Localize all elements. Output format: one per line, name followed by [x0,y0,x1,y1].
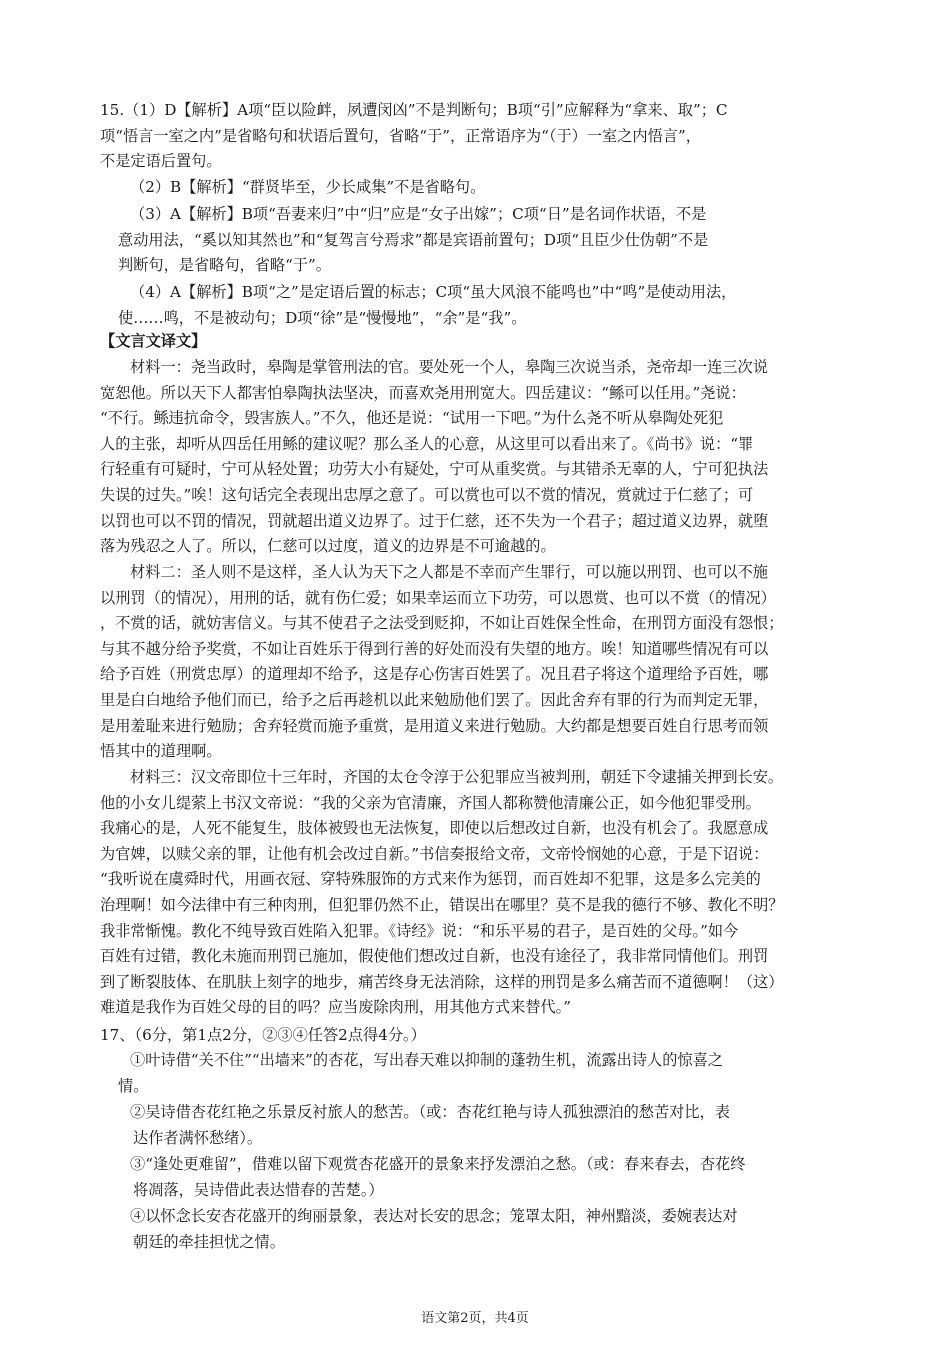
text-line: 我痛心的是，人死不能复生，肢体被毁也无法恢复，即使以后想改过自新，也没有机会了。我愿意成 [100,819,769,838]
page-footer: 语文第2页，共4页 [421,1311,529,1326]
q17-answer-3 [100,1152,870,1203]
text-line: 意动用法，“奚以知其然也”和“复驾言兮焉求”都是宾语前置句；D项“且臣少仕伪朝”不是 [118,230,709,249]
text-line: 判断句，是省略句，省略“于”。 [118,256,331,275]
text-line: 与其不越分给予奖赏，不如让百姓乐于得到行善的好处而没有失望的地方。唉！知道哪些情况有可以 [100,639,769,658]
text-line: 是用羞耻来进行勉励；舍弃轻赏而施予重赏，是用道义来进行勉励。大约都是想要百姓自行思考而领 [100,716,769,735]
text-line: 材料一：尧当政时，皋陶是掌管刑法的官。要处死一个人，皋陶三次说当杀，尧帝却一连三次说 [130,358,768,376]
q17-heading-block [100,1023,870,1049]
q17-answer-1 [100,1048,870,1099]
q15-part4 [100,280,870,331]
q17-answer-4 [100,1204,870,1255]
text-line: 材料三：汉文帝即位十三年时，齐国的太仓令淳于公犯罪应当被判刑，朝廷下令逮捕关押到长安。 [130,768,784,786]
text-line: 情。 [118,1076,149,1095]
section-heading: 【文言文译文】 [100,332,207,350]
text-line: “不行。鲧违抗命令，毁害族人。”不久，他还是说：“试用一下吧。”为什么尧不听从皋陶处死犯 [100,409,724,428]
material-three [100,765,870,1021]
text-line: 宽恕他。所以天下人都害怕皋陶执法坚决，而喜欢尧用刑宽大。四岳建议：“鲧可以任用。”尧说： [100,383,746,402]
q15-part1 [100,98,870,175]
text-line: 以刑罚（的情况），用刑的话，就有伤仁爱；如果幸运而立下功劳，可以恩赏、也可以不赏（的情况） [100,588,776,607]
text-line: 悟其中的道理啊。 [100,742,222,761]
text-line: ①叶诗借“关不住”“出墙来”的杏花，写出春天难以抑制的蓬勃生机，流露出诗人的惊喜之 [130,1051,723,1069]
text-line: （4）A【解析】B项“之”是定语后置的标志；C项“虽大风浪不能鸣也”中“鸣”是使动用法， [130,283,737,301]
text-line: ③“逢处更难留”，借难以留下观赏杏花盛开的景象来抒发漂泊之愁。（或：春来春去，杏花终 [130,1155,746,1173]
text-line: 达作者满怀愁绪）。 [133,1128,263,1147]
translation-section [100,329,870,355]
text-line: ②吴诗借杏花红艳之乐景反衬旅人的愁苦。（或：杏花红艳与诗人孤独漂泊的愁苦对比，表 [130,1103,730,1121]
text-line: 人的主张，却听从四岳任用鲧的建议呢？那么圣人的心意，从这里可以看出来了。《尚书》说：“罪 [100,434,754,453]
text-line: 失误的过失。”唉！这句话完全表现出忠厚之意了。可以赏也可以不赏的情况，赏就过于仁慈了；可 [100,485,754,504]
question-heading: 17、（6分，第1点2分，②③④任答2点得4分。） [100,1026,426,1044]
text-line: 行轻重有可疑时，宁可从轻处置；功劳大小有疑处，宁可从重奖赏。与其错杀无辜的人，宁可犯执法 [100,460,769,479]
text-line: 以罚也可以不罚的情况，罚就超出道义边界了。过于仁慈，还不失为一个君子；超过道义边界，就堕 [100,511,769,530]
text-line: 难道是我作为百姓父母的目的吗？应当废除肉刑，用其他方式来替代。” [100,998,571,1017]
text-line: 里是白白地给予他们而已，给予之后再趁机以此来勉励他们罢了。因此舍弃有罪的行为而判定无罪， [100,690,769,709]
text-line: （3）A【解析】B项“吾妻来归”中“归”应是“女子出嫁”；C项“日”是名词作状语，不是 [130,205,707,223]
text-line: 治理啊！如今法律中有三种肉刑，但犯罪仍然不止，错误出在哪里？莫不是我的德行不够、教化不明？ [100,895,784,914]
text-line: ，不赏的话，就妨害信义。与其不使君子之法受到贬抑，不如让百姓保全性命，在刑罚方面没有怨恨； [100,614,784,633]
text-line: ④以怀念长安杏花盛开的绚丽景象，表达对长安的思念；笼罩太阳，神州黯淡，委婉表达对 [130,1207,738,1225]
text-line: “我听说在虞舜时代，用画衣冠、穿特殊服饰的方式来作为惩罚，而百姓却不犯罪，这是多么完美的 [100,870,761,889]
text-line: 项“悟言一室之内”是省略句和状语后置句，省略“于”，正常语序为“（于）一室之内悟言”， [100,126,701,145]
text-line: 不是定语后置句。 [100,152,222,171]
text-line: 为官婢，以赎父亲的罪，让他有机会改过自新。”书信奏报给文帝，文帝怜悯她的心意，于是下诏说： [100,844,769,863]
text-line: 百姓有过错，教化未施而刑罚已施加，假使他们想改过自新，也没有途径了，我非常同情他们。刑罚 [100,947,769,966]
text-line: 到了断裂肢体、在肌肤上刻字的地步，痛苦终身无法消除，这样的刑罚是多么痛苦而不道德啊！（这） [100,972,784,991]
text-line: 他的小女儿缇萦上书汉文帝说：“我的父亲为官清廉，齐国人都称赞他清廉公正，如今他犯罪受刑。 [100,793,761,812]
material-two [100,560,870,765]
text-line: 15.（1）D【解析】A项“臣以险衅，夙遭闵凶”不是判断句；B项“引”应解释为“拿来、取”；C [100,101,728,119]
text-line: （2）B【解析】“群贤毕至，少长咸集”不是省略句。 [130,178,486,196]
q17-answer-2 [100,1100,870,1151]
text-line: 我非常惭愧。教化不纯导致百姓陷入犯罪。《诗经》说：“和乐平易的君子，是百姓的父母。”如今 [100,921,739,940]
material-one [100,355,870,560]
q15-part3 [100,202,870,279]
text-line: 将凋落，吴诗借此表达惜春的苦楚。） [133,1180,384,1199]
text-line: 给予百姓（刑赏忠厚）的道理却不给予，这是存心伤害百姓罢了。况且君子将这个道理给予百姓，哪 [100,665,769,684]
text-line: 材料二：圣人则不是这样，圣人认为天下之人都是不幸而产生罪行，可以施以刑罚、也可以不施 [130,563,768,581]
text-line: 使……鸣，不是被动句；D项“徐”是“慢慢地”，“余”是“我”。 [118,308,527,327]
text-line: 朝廷的牵挂担忧之情。 [133,1232,285,1251]
text-line: 落为残忍之人了。所以，仁慈可以过度，道义的边界是不可逾越的。 [100,537,556,556]
q15-part2 [100,175,870,201]
